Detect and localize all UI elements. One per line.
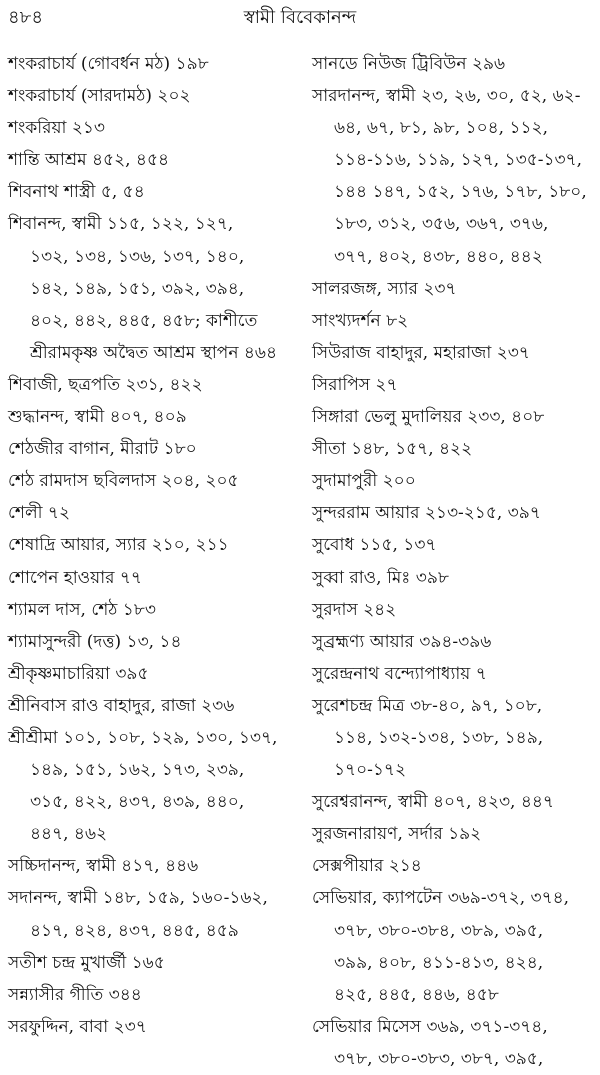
index-entry-line: সুবোধ ১১৫, ১৩৭ xyxy=(312,535,437,556)
index-entry-line: সদানন্দ, স্বামী ১৪৮, ১৫৯, ১৬০-১৬২, xyxy=(8,888,268,909)
index-entry-continuation: ৩৭৭, ৪০২, ৪৩৮, ৪৪০, ৪৪২ xyxy=(334,246,543,267)
index-entry-continuation: ১৪৯, ১৫১, ১৬২, ১৭৩, ২৩৯, xyxy=(30,760,245,781)
index-entry xyxy=(312,562,598,594)
index-entry-line: সুরেশচন্দ্র মিত্র ৩৮-৪০, ৯৭, ১০৮, xyxy=(312,695,543,716)
index-entry-line: সেভিয়ার, ক্যাপটেন ৩৬৯-৩৭২, ৩৭৪, xyxy=(312,888,570,909)
index-entry xyxy=(312,401,598,433)
index-entry xyxy=(312,850,598,882)
index-entry-line: সচ্চিদানন্দ, স্বামী ৪১৭, ৪৪৬ xyxy=(8,856,199,877)
index-entry-line: শংকরাচার্য (সারদামঠ) ২০২ xyxy=(8,86,191,107)
index-entry xyxy=(312,529,598,561)
index-entry xyxy=(312,48,598,80)
index-entry-continuation: ১১৪, ১৩২-১৩৪, ১৩৮, ১৪৯, xyxy=(334,727,544,748)
index-entry-continuation: ৩৯৯, ৪০৮, ৪১১-৪১৩, ৪২৪, xyxy=(334,952,544,973)
index-entry xyxy=(8,626,294,658)
index-entry xyxy=(312,465,598,497)
index-entry xyxy=(312,818,598,850)
index-entry xyxy=(312,690,598,786)
index-entry xyxy=(8,562,294,594)
index-entry xyxy=(8,690,294,722)
index-entry-continuation: ১৩২, ১৩৪, ১৩৬, ১৩৭, ১৪০, xyxy=(30,246,245,267)
index-entry-line: সানডে নিউজ ট্রিবিউন ২৯৬ xyxy=(312,54,506,74)
index-entry-line: সালরজঙ্গ, স্যার ২৩৭ xyxy=(312,278,457,299)
index-entry-line: সুব্বা রাও, মিঃ ৩৯৮ xyxy=(312,567,449,588)
index-entry-line: শিবনাথ শাস্ত্রী ৫, ৫৪ xyxy=(8,182,145,203)
index-entry-continuation: ১৮৩, ৩১২, ৩৫৬, ৩৬৭, ৩৭৬, xyxy=(334,214,549,235)
index-entry-continuation: ৪১৭, ৪২৪, ৪৩৭, ৪৪৫, ৪৫৯ xyxy=(30,920,239,941)
index-entry-line: সিউরাজ বাহাদুর, মহারাজা ২৩৭ xyxy=(312,342,530,363)
index-entry-line: সরফুদ্দিন, বাবা ২৩৭ xyxy=(8,1016,147,1037)
index-entry-line: সতীশ চন্দ্র মুখার্জী ১৬৫ xyxy=(8,952,165,973)
page-header xyxy=(8,6,592,32)
index-entry-continuation: ৬৪, ৬৭, ৮১, ৯৮, ১০৪, ১১২, xyxy=(334,118,548,139)
index-entry-line: সুব্রহ্মণ্য আয়ার ৩৯৪-৩৯৬ xyxy=(312,631,492,652)
index-entry xyxy=(8,401,294,433)
index-entry xyxy=(312,305,598,337)
index-entry xyxy=(8,947,294,979)
index-entry-line: শুদ্ধানন্দ, স্বামী ৪০৭, ৪০৯ xyxy=(8,407,187,428)
index-entry xyxy=(312,273,598,305)
index-entry xyxy=(312,786,598,818)
index-entry xyxy=(8,882,294,946)
index-entry-continuation: ১৪৪ ১৪৭, ১৫২, ১৭৬, ১৭৮, ১৮০, xyxy=(334,182,587,203)
index-entry xyxy=(312,1011,598,1075)
index-entry-continuation: ৪০২, ৪৪২, ৪৪৫, ৪৫৮; কাশীতে xyxy=(30,310,258,331)
index-entry-continuation: শ্রীরামকৃষ্ণ অদ্বৈত আশ্রম স্থাপন ৪৬৪ xyxy=(30,342,278,363)
index-entry xyxy=(312,658,598,690)
index-entry xyxy=(8,80,294,112)
index-entry xyxy=(8,529,294,561)
index-entry xyxy=(8,658,294,690)
index-entry-continuation: ৩৭৮, ৩৮০-৩৮৩, ৩৮৭, ৩৯৫, xyxy=(334,1048,544,1069)
index-entry-continuation: ৪৪৭, ৪৬২ xyxy=(30,824,108,845)
index-entry xyxy=(8,176,294,208)
index-entry-line: শান্তি আশ্রম ৪৫২, ৪৫৪ xyxy=(8,150,170,171)
index-entry-line: সাংখ্যদর্শন ৮২ xyxy=(312,310,409,331)
index-entry-line: সেভিয়ার মিসেস ৩৬৯, ৩৭১-৩৭৪, xyxy=(312,1016,548,1037)
index-entry-line: শিবানন্দ, স্বামী ১১৫, ১২২, ১২৭, xyxy=(8,214,234,235)
index-entry xyxy=(8,465,294,497)
index-entry xyxy=(312,626,598,658)
index-entry-line: শিবাজী, ছত্রপতি ২৩১, ৪২২ xyxy=(8,374,203,395)
index-entry-line: সুন্দররাম আয়ার ২১৩-২১৫, ৩৯৭ xyxy=(312,503,541,524)
index-entry-line: সুরেন্দ্রনাথ বন্দ্যোপাধ্যায় ৭ xyxy=(312,663,487,684)
index-entry-continuation: ১১৪-১১৬, ১১৯, ১২৭, ১৩৫-১৩৭, xyxy=(334,150,583,171)
index-entry-line: সারদানন্দ, স্বামী ২৩, ২৬, ৩০, ৫২, ৬২- xyxy=(312,86,581,107)
index-entry xyxy=(8,497,294,529)
index-entry xyxy=(8,594,294,626)
index-entry-line: শ্রীনিবাস রাও বাহাদুর, রাজা ২৩৬ xyxy=(8,695,235,716)
index-entry-line: শেঠ রামদাস ছবিলদাস ২০৪, ২০৫ xyxy=(8,471,239,492)
index-entry-line: সন্ন্যাসীর গীতি ৩৪৪ xyxy=(8,984,142,1005)
index-entry xyxy=(8,979,294,1011)
index-column-left xyxy=(8,48,294,1043)
index-entry-continuation: ৩১৫, ৪২২, ৪৩৭, ৪৩৯, ৪৪০, xyxy=(30,792,245,813)
index-entry-line: শংকরিয়া ২১৩ xyxy=(8,118,105,139)
index-entry xyxy=(8,1011,294,1043)
index-entry xyxy=(8,722,294,850)
index-entry-continuation: ৩৭৮, ৩৮০-৩৮৪, ৩৮৯, ৩৯৫, xyxy=(334,920,544,941)
page-number: ৪৮৪ xyxy=(8,7,44,28)
index-entry xyxy=(312,369,598,401)
index-entry-line: সিরাপিস ২৭ xyxy=(312,374,398,395)
index-entry-line: সুদামাপুরী ২০০ xyxy=(312,471,416,492)
index-entry-line: সুরদাস ২৪২ xyxy=(312,599,397,620)
index-entry xyxy=(8,208,294,368)
index-entry xyxy=(312,433,598,465)
index-entry-line: শংকরাচার্য (গোবর্ধন মঠ) ১৯৮ xyxy=(8,54,209,74)
index-entry xyxy=(312,497,598,529)
index-entry-continuation: ১৭০-১৭২ xyxy=(334,760,407,781)
index-entry xyxy=(8,433,294,465)
index-entry xyxy=(312,594,598,626)
index-entry xyxy=(312,337,598,369)
index-entry xyxy=(8,48,294,80)
index-entry-line: শ্যামাসুন্দরী (দত্ত) ১৩, ১৪ xyxy=(8,631,182,652)
index-entry-line: শেলী ৭২ xyxy=(8,503,70,524)
index-entry-line: শেষাদ্রি আয়ার, স্যার ২১০, ২১১ xyxy=(8,535,229,556)
index-entry xyxy=(312,882,598,1010)
index-entry-line: সেক্সপীয়ার ২১৪ xyxy=(312,856,422,877)
index-entry-line: সুরজনারায়ণ, সর্দার ১৯২ xyxy=(312,824,482,845)
index-entry-continuation: ১৪২, ১৪৯, ১৫১, ৩৯২, ৩৯৪, xyxy=(30,278,245,299)
running-title: স্বামী বিবেকানন্দ xyxy=(243,7,357,28)
index-column-right xyxy=(312,48,598,1075)
index-entry xyxy=(8,369,294,401)
index-entry xyxy=(8,850,294,882)
index-entry-line: শ্রীকৃষ্ণমাচারিয়া ৩৯৫ xyxy=(8,663,149,684)
index-entry-line: সুরেশ্বরানন্দ, স্বামী ৪০৭, ৪২৩, ৪৪৭ xyxy=(312,792,554,813)
index-entry-line: সিঙ্গারা ভেলু মুদালিয়র ২৩৩, ৪০৮ xyxy=(312,407,545,428)
index-entry-line: শোপেন হাওয়ার ৭৭ xyxy=(8,567,142,588)
index-entry xyxy=(8,144,294,176)
index-entry-line: শেঠজীর বাগান, মীরাট ১৮০ xyxy=(8,439,197,460)
index-entry-continuation: ৪২৫, ৪৪৫, ৪৪৬, ৪৫৮ xyxy=(334,984,499,1005)
index-entry xyxy=(312,80,598,273)
index-entry xyxy=(8,112,294,144)
index-entry-line: শ্রীশ্রীমা ১০১, ১০৮, ১২৯, ১৩০, ১৩৭, xyxy=(8,727,278,748)
index-entry-line: সীতা ১৪৮, ১৫৭, ৪২২ xyxy=(312,439,473,460)
index-entry-line: শ্যামল দাস, শেঠ ১৮৩ xyxy=(8,599,156,620)
